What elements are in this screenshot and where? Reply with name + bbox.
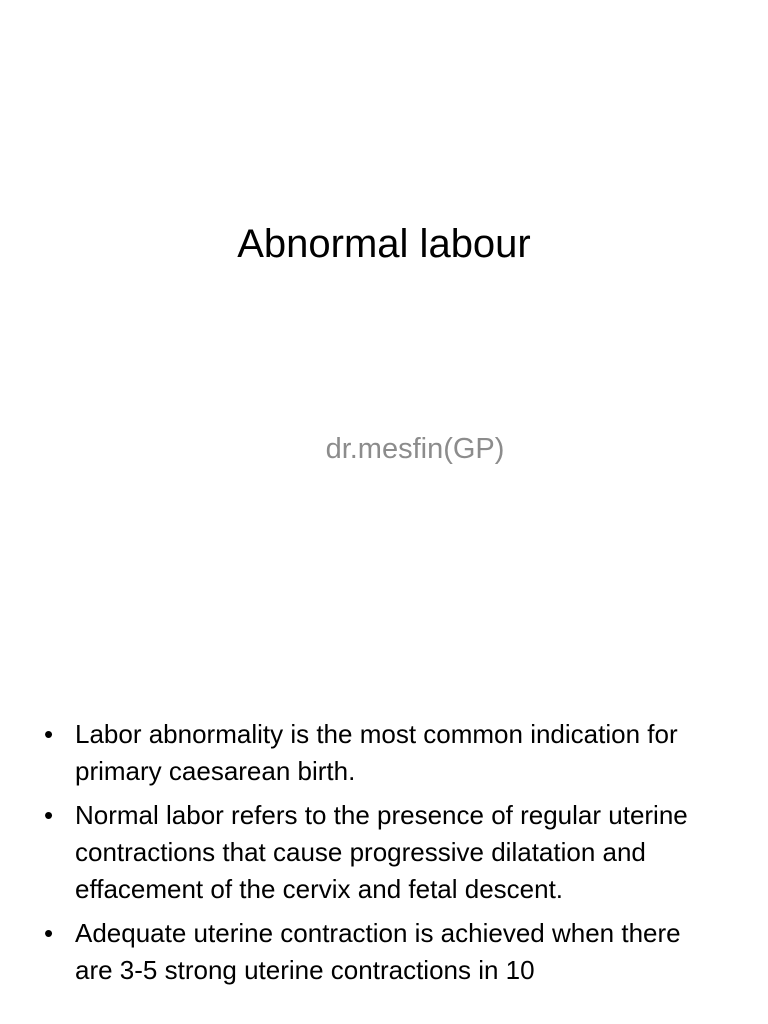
bullet-dot-icon: • (44, 918, 54, 948)
bullet-text: Normal labor refers to the presence of regular uterine contractions that cause progressive dilatation and effacement of the cervix and fetal descent. (75, 800, 688, 904)
bullet-item (0, 797, 768, 908)
slide-subtitle: dr.mesfin(GP) (325, 433, 505, 465)
slide-title: Abnormal labour (237, 222, 531, 266)
bullet-text: Adequate uterine contraction is achieved when there are 3-5 strong uterine contractions in 10 (75, 918, 681, 985)
bullet-list (0, 716, 768, 996)
bullet-dot-icon: • (44, 719, 54, 749)
bullet-dot-icon: • (44, 800, 54, 830)
bullet-item (0, 915, 768, 989)
bullet-text: Labor abnormality is the most common indication for primary caesarean birth. (75, 719, 678, 786)
bullet-item (0, 716, 768, 790)
